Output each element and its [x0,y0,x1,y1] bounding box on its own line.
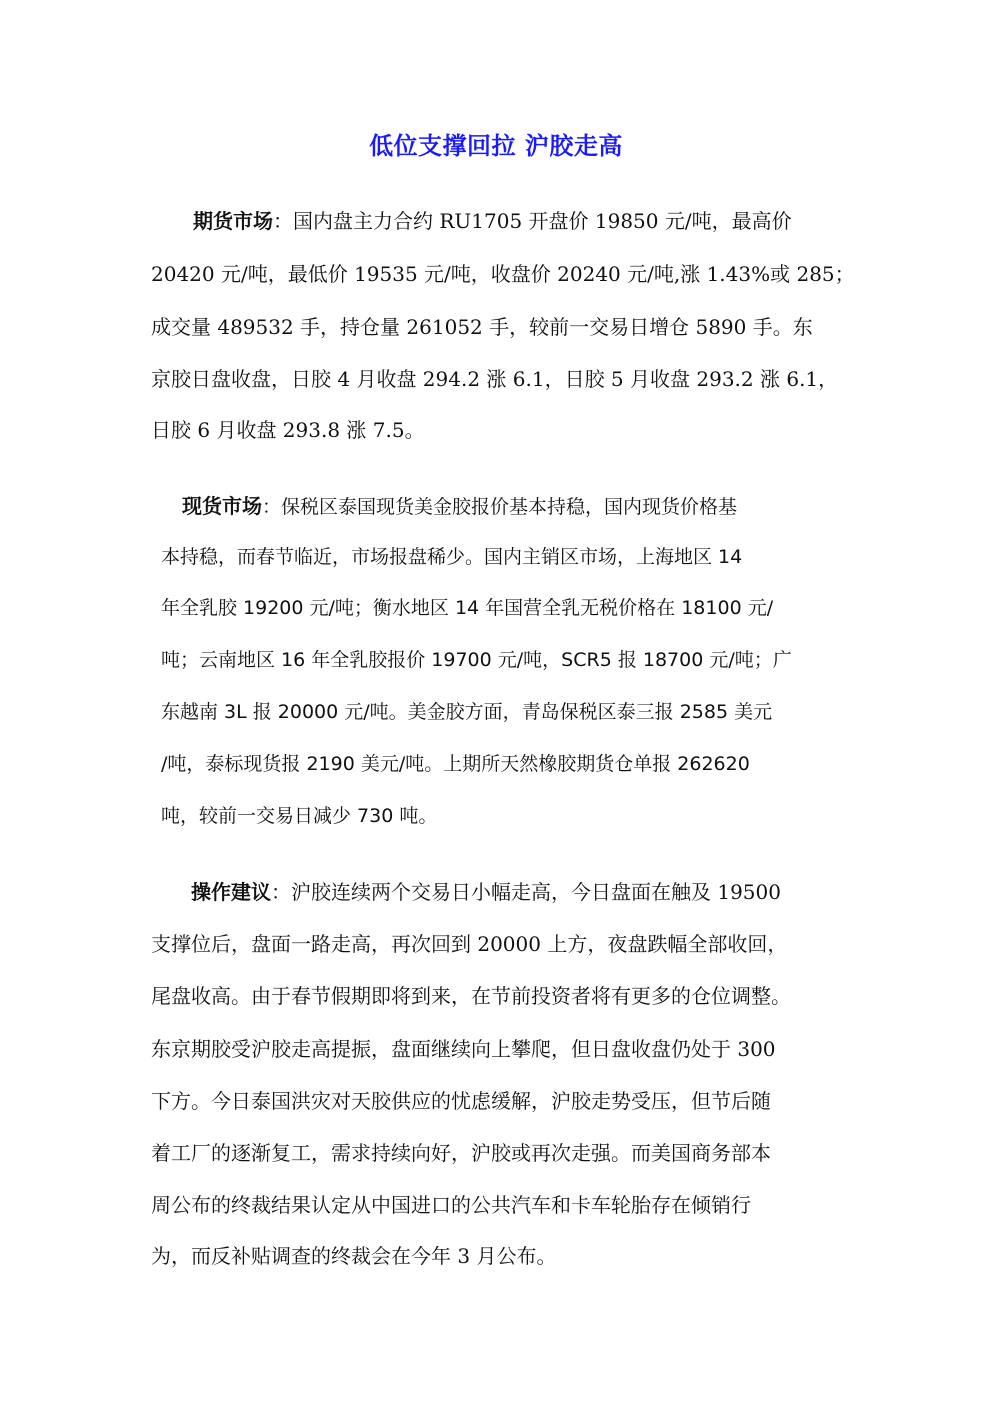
section-label: 期货市场 [193,209,273,233]
paragraph-line: 东越南 3L 报 20000 元/吨。美金胶方面，青岛保税区泰三报 2585 美元 [161,701,773,723]
paragraph-line: 吨，较前一交易日减少 730 吨。 [161,805,438,827]
paragraph-line: 日胶 6 月收盘 293.8 涨 7.5。 [151,418,425,442]
paragraph-line: 东京期胶受沪胶走高提振，盘面继续向上攀爬，但日盘收盘仍处于 300 [151,1037,776,1061]
paragraph-line: 年全乳胶 19200 元/吨；衡水地区 14 年国营全乳无税价格在 18100 元/ [161,597,774,619]
paragraph-line: 为，而反补贴调查的终裁会在今年 3 月公布。 [151,1244,557,1268]
paragraph-line: 期货市场：国内盘主力合约 RU1705 开盘价 19850 元/吨，最高价 [193,209,792,233]
paragraph-line: 现货市场：保税区泰国现货美金胶报价基本持稳，国内现货价格基 [182,494,738,518]
paragraph-line: 着工厂的逐渐复工，需求持续向好，沪胶或再次走强。而美国商务部本 [151,1141,771,1165]
paragraph-line: 20420 元/吨，最低价 19535 元/吨，收盘价 20240 元/吨,涨 1.43%或 285； [151,262,855,286]
document-title: 低位支撑回拉 沪胶走高 [369,131,623,160]
paragraph-line: 吨；云南地区 16 年全乳胶报价 19700 元/吨，SCR5 报 18700 元/吨；广 [161,649,792,671]
section-label: 现货市场 [182,494,262,518]
paragraph-line: 京胶日盘收盘，日胶 4 月收盘 294.2 涨 6.1，日胶 5 月收盘 293.2 涨 6.1， [151,367,839,391]
paragraph-line: 操作建议：沪胶连续两个交易日小幅走高，今日盘面在触及 19500 [191,880,781,904]
paragraph-line: 本持稳，而春节临近，市场报盘稀少。国内主销区市场，上海地区 14 [161,546,743,568]
paragraph-line: 尾盘收高。由于春节假期即将到来，在节前投资者将有更多的仓位调整。 [151,984,791,1008]
paragraph-line: 支撑位后，盘面一路走高，再次回到 20000 上方，夜盘跌幅全部收回， [151,932,788,956]
paragraph-line: /吨，泰标现货报 2190 美元/吨。上期所天然橡胶期货仓单报 262620 [161,753,750,775]
paragraph-line: 周公布的终裁结果认定从中国进口的公共汽车和卡车轮胎存在倾销行 [151,1193,751,1217]
paragraph-line: 下方。今日泰国洪灾对天胶供应的忧虑缓解，沪胶走势受压，但节后随 [151,1089,771,1113]
paragraph-line: 成交量 489532 手，持仓量 261052 手，较前一交易日增仓 5890 手。东 [151,315,813,339]
section-label: 操作建议 [191,880,271,904]
